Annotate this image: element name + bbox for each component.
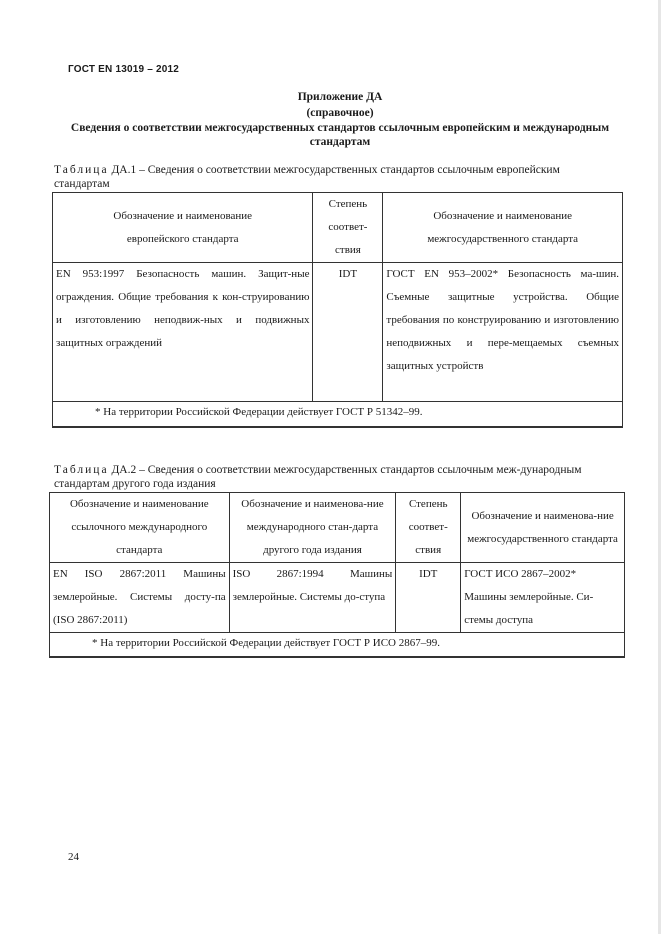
header-european-standard: Обозначение и наименование европейского стандарта [53, 193, 313, 263]
table1-caption-prefix: Таблица [54, 164, 109, 176]
cell-european-standard: EN 953:1997 Безопасность машин. Защит-ные ограждения. Общие требования к кон-струированию и изготовлению неподвиж-ных и подвижных защитных ограждений [53, 263, 313, 402]
table2-caption [54, 463, 614, 491]
footnote-row [50, 633, 625, 657]
page-number: 24 [68, 851, 79, 863]
footnote-row [53, 402, 623, 427]
table1-footnote: * На территории Российской Федерации действует ГОСТ Р 51342–99. [53, 402, 623, 427]
appendix-description: Сведения о соответствии межгосударственных стандартов ссылочным европейским и международным стандартам [70, 122, 610, 148]
header-compliance-degree: Степень соответ-ствия [396, 493, 461, 563]
header-interstate-standard: Обозначение и наименование межгосударственного стандарта [383, 193, 623, 263]
table1-caption [54, 163, 614, 191]
table-header-row [53, 193, 623, 263]
table1-caption-text: ДА.1 – Сведения о соответствии межгосударственных стандартов ссылочным европейским стандартам [54, 164, 560, 190]
table2-caption-prefix: Таблица [54, 464, 109, 476]
table-da1 [52, 192, 623, 428]
table-row [50, 563, 625, 633]
table-da2 [49, 492, 625, 658]
cell-compliance-degree: IDT [313, 263, 383, 402]
table-row [53, 263, 623, 402]
table2-caption-text: ДА.2 – Сведения о соответствии межгосударственных стандартов ссылочным меж-дународным стандартам другого года издания [54, 464, 582, 490]
table2-footnote: * На территории Российской Федерации действует ГОСТ Р ИСО 2867–99. [50, 633, 625, 657]
document-code: ГОСТ EN 13019 – 2012 [68, 64, 180, 75]
header-compliance-degree: Степень соответ-ствия [313, 193, 383, 263]
appendix-title: Приложение ДА [297, 91, 383, 103]
cell-other-year-standard: ISO 2867:1994 Машины землеройные. Системы до-ступа [229, 563, 396, 633]
header-other-year-standard: Обозначение и наименова-ние международного стан-дарта другого года издания [229, 493, 396, 563]
header-interstate-standard: Обозначение и наименова-ние межгосударственного стандарта [461, 493, 625, 563]
table-header-row [50, 493, 625, 563]
appendix-subtitle: (справочное) [306, 107, 374, 119]
cell-reference-standard: EN ISO 2867:2011 Машины землеройные. Системы досту-па (ISO 2867:2011) [50, 563, 230, 633]
cell-interstate-standard: ГОСТ EN 953–2002* Безопасность ма-шин. Съемные защитные устройства. Общие требования по конструированию и изготовлению неподвижных и пере-мещаемых съемных защитных устройств [383, 263, 623, 402]
cell-compliance-degree: IDT [396, 563, 461, 633]
header-reference-standard: Обозначение и наименование ссылочного международного стандарта [50, 493, 230, 563]
cell-interstate-standard: ГОСТ ИСО 2867–2002* Машины землеройные. Си-стемы доступа [461, 563, 625, 633]
